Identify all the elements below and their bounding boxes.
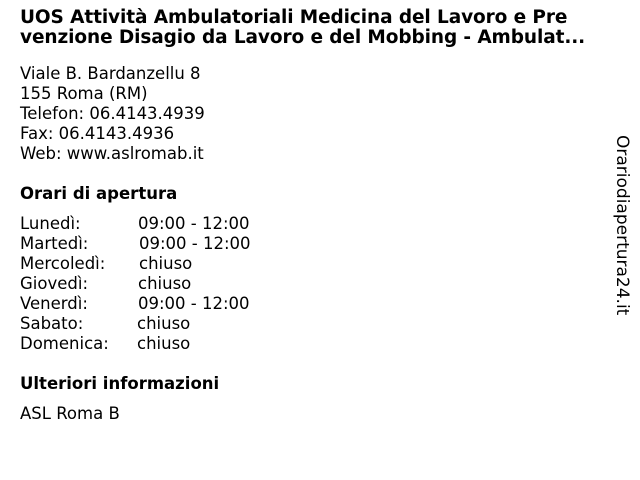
hours-value: 09:00 - 12:00 — [138, 294, 250, 313]
hours-value: 09:00 - 12:00 — [138, 214, 250, 233]
title-line-1: UOS Attività Ambulatoriali Medicina del Lavoro e Pre — [20, 8, 568, 28]
hours-value: 09:00 - 12:00 — [139, 234, 251, 253]
fax-number: Fax: 06.4143.4936 — [20, 124, 175, 143]
page-title — [20, 8, 620, 48]
address-block — [20, 64, 205, 164]
additional-info-text: ASL Roma B — [20, 404, 120, 423]
street-address: Viale B. Bardanzellu 8 — [20, 64, 201, 83]
hours-value: chiuso — [139, 254, 193, 273]
hours-value: chiuso — [137, 334, 191, 353]
additional-info-heading: Ulteriori informazioni — [20, 374, 220, 393]
day-label: Sabato: — [20, 314, 84, 333]
day-label: Martedì: — [20, 234, 89, 253]
site-brand-watermark: Orariodiapertura24.it — [612, 135, 632, 316]
hours-value: chiuso — [138, 274, 192, 293]
day-label: Giovedì: — [20, 274, 88, 293]
hours-value: chiuso — [137, 314, 191, 333]
opening-hours-heading: Orari di apertura — [20, 184, 178, 203]
day-label: Domenica: — [20, 334, 109, 353]
phone-number[interactable]: Telefon: 06.4143.4939 — [20, 104, 205, 123]
day-label: Lunedì: — [20, 214, 81, 233]
city: 155 Roma (RM) — [20, 84, 148, 103]
title-line-2: venzione Disagio da Lavoro e del Mobbing - Ambulat... — [20, 28, 586, 48]
day-label: Venerdì: — [20, 294, 88, 313]
website-link[interactable]: Web: www.aslromab.it — [20, 144, 204, 163]
day-label: Mercoledì: — [20, 254, 106, 273]
